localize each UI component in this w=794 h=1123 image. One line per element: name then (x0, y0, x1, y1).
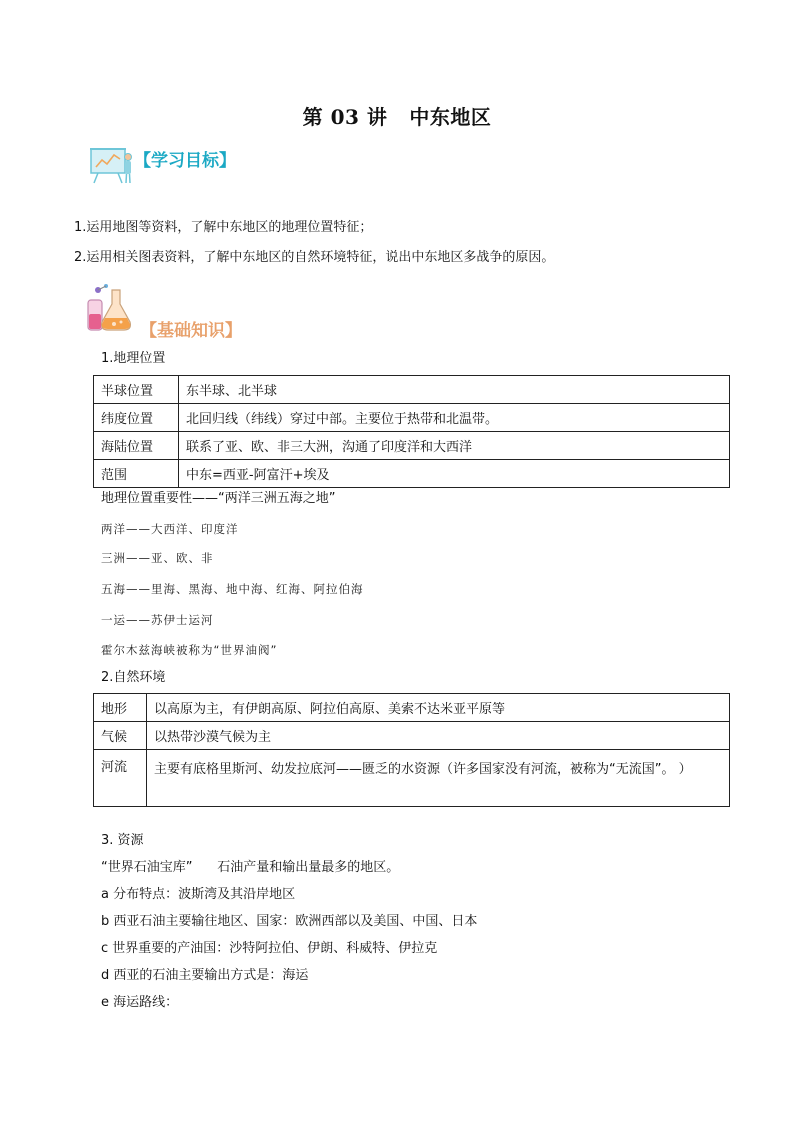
resource-line: b 西亚石油主要输往地区、国家：欧洲西部以及美国、中国、日本 (101, 914, 478, 929)
location-table (93, 375, 730, 488)
resource-line: d 西亚的石油主要输出方式是：海运 (101, 968, 309, 983)
note-line: 两洋——大西洋、印度洋 (101, 522, 239, 536)
table-row (94, 376, 730, 404)
resource-line: a 分布特点：波斯湾及其沿岸地区 (101, 887, 296, 902)
table-cell-key: 气候 (94, 722, 147, 750)
page-title (0, 101, 794, 130)
table-row (94, 694, 730, 722)
lab-flask-icon (84, 282, 136, 334)
table-cell-key: 纬度位置 (94, 404, 179, 432)
table-cell-value: 中东=西亚-阿富汗+埃及 (179, 460, 730, 488)
resource-line: “世界石油宝库” 石油产量和输出量最多的地区。 (101, 860, 400, 875)
note-line: 一运——苏伊士运河 (101, 613, 214, 627)
table-cell-key: 范围 (94, 460, 179, 488)
table-row (94, 404, 730, 432)
note-line: 五海——里海、黑海、地中海、红海、阿拉伯海 (101, 582, 364, 596)
whiteboard-icon (88, 143, 134, 185)
table-cell-key: 半球位置 (94, 376, 179, 404)
table-cell-key: 海陆位置 (94, 432, 179, 460)
table-cell-key: 河流 (94, 750, 147, 807)
table-cell-key: 地形 (94, 694, 147, 722)
environment-table (93, 693, 730, 807)
table-cell-value: 以高原为主，有伊朗高原、阿拉伯高原、美索不达米亚平原等 (147, 694, 730, 722)
table-cell-value: 联系了亚、欧、非三大洲，沟通了印度洋和大西洋 (179, 432, 730, 460)
section-3-title: 3. 资源 (101, 833, 144, 848)
resource-line: c 世界重要的产油国：沙特阿拉伯、伊朗、科威特、伊拉克 (101, 941, 438, 956)
table-cell-value: 主要有底格里斯河、幼发拉底河——匮乏的水资源（许多国家没有河流，被称为“无流国”。 ） (147, 750, 730, 807)
goal-item-1: 1.运用地图等资料，了解中东地区的地理位置特征； (74, 220, 373, 235)
goal-item-2: 2.运用相关图表资料，了解中东地区的自然环境特征，说出中东地区多战争的原因。 (74, 250, 555, 265)
resource-line: e 海运路线： (101, 995, 179, 1010)
lecture-topic: 中东地区 (409, 105, 492, 129)
table-row (94, 460, 730, 488)
lecture-number: 第 03 讲 (302, 105, 388, 129)
importance-line: 地理位置重要性——“两洋三洲五海之地” (101, 491, 336, 506)
table-row (94, 432, 730, 460)
table-cell-value: 东半球、北半球 (179, 376, 730, 404)
table-cell-value: 北回归线（纬线）穿过中部。主要位于热带和北温带。 (179, 404, 730, 432)
table-cell-value: 以热带沙漠气候为主 (147, 722, 730, 750)
section-1-title: 1.地理位置 (101, 351, 166, 366)
basics-heading: 【基础知识】 (140, 321, 242, 341)
note-line: 三洲——亚、欧、非 (101, 551, 214, 565)
goals-heading: 【学习目标】 (134, 151, 236, 171)
section-2-title: 2.自然环境 (101, 670, 166, 685)
note-line: 霍尔木兹海峡被称为“世界油阀” (101, 643, 278, 657)
table-row (94, 722, 730, 750)
table-row (94, 750, 730, 807)
